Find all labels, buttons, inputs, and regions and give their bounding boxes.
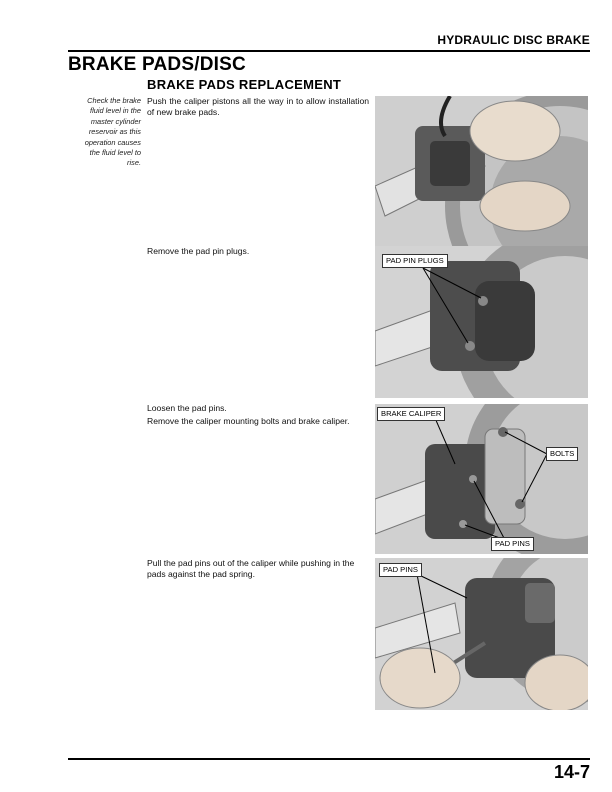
photo-pad-pin-plugs	[375, 246, 588, 398]
callout-pad-pins: PAD PINS	[491, 537, 534, 551]
page-number: 14-7	[553, 762, 590, 782]
photo-brake-caliper-illustration	[375, 404, 588, 554]
callout-pad-pin-plugs: PAD PIN PLUGS	[382, 254, 448, 268]
step-remove-plugs: Remove the pad pin plugs.	[147, 246, 250, 256]
step-push-pistons: Push the caliper pistons all the way in to allow installation of new brake pads.	[147, 96, 369, 118]
side-note: Check the brake fluid level in the master cylinder reservoir as this operation causes the fluid level to rise.	[84, 96, 141, 168]
callout-brake-caliper: BRAKE CALIPER	[377, 407, 445, 421]
footer-rule	[68, 758, 590, 760]
photo-pull-pad-pins-illustration	[375, 558, 588, 710]
photo-push-pistons-illustration	[375, 96, 588, 246]
photo-brake-caliper	[375, 404, 588, 554]
section-title: BRAKE PADS/DISC	[68, 54, 246, 75]
step-loosen-pins: Loosen the pad pins.	[147, 403, 227, 413]
header-rule	[68, 50, 590, 52]
photo-pad-pin-plugs-illustration	[375, 246, 588, 398]
photo-push-pistons	[375, 96, 588, 246]
callout-bolts: BOLTS	[546, 447, 578, 461]
header-title: HYDRAULIC DISC BRAKE	[437, 33, 590, 47]
sub-title: BRAKE PADS REPLACEMENT	[147, 77, 342, 92]
callout-pad-pins-removal: PAD PINS	[379, 563, 422, 577]
photo-pull-pad-pins	[375, 558, 588, 710]
step-pull-pins: Pull the pad pins out of the caliper while pushing in the pads against the pad spring.	[147, 558, 355, 580]
step-remove-caliper: Remove the caliper mounting bolts and brake caliper.	[147, 416, 350, 426]
